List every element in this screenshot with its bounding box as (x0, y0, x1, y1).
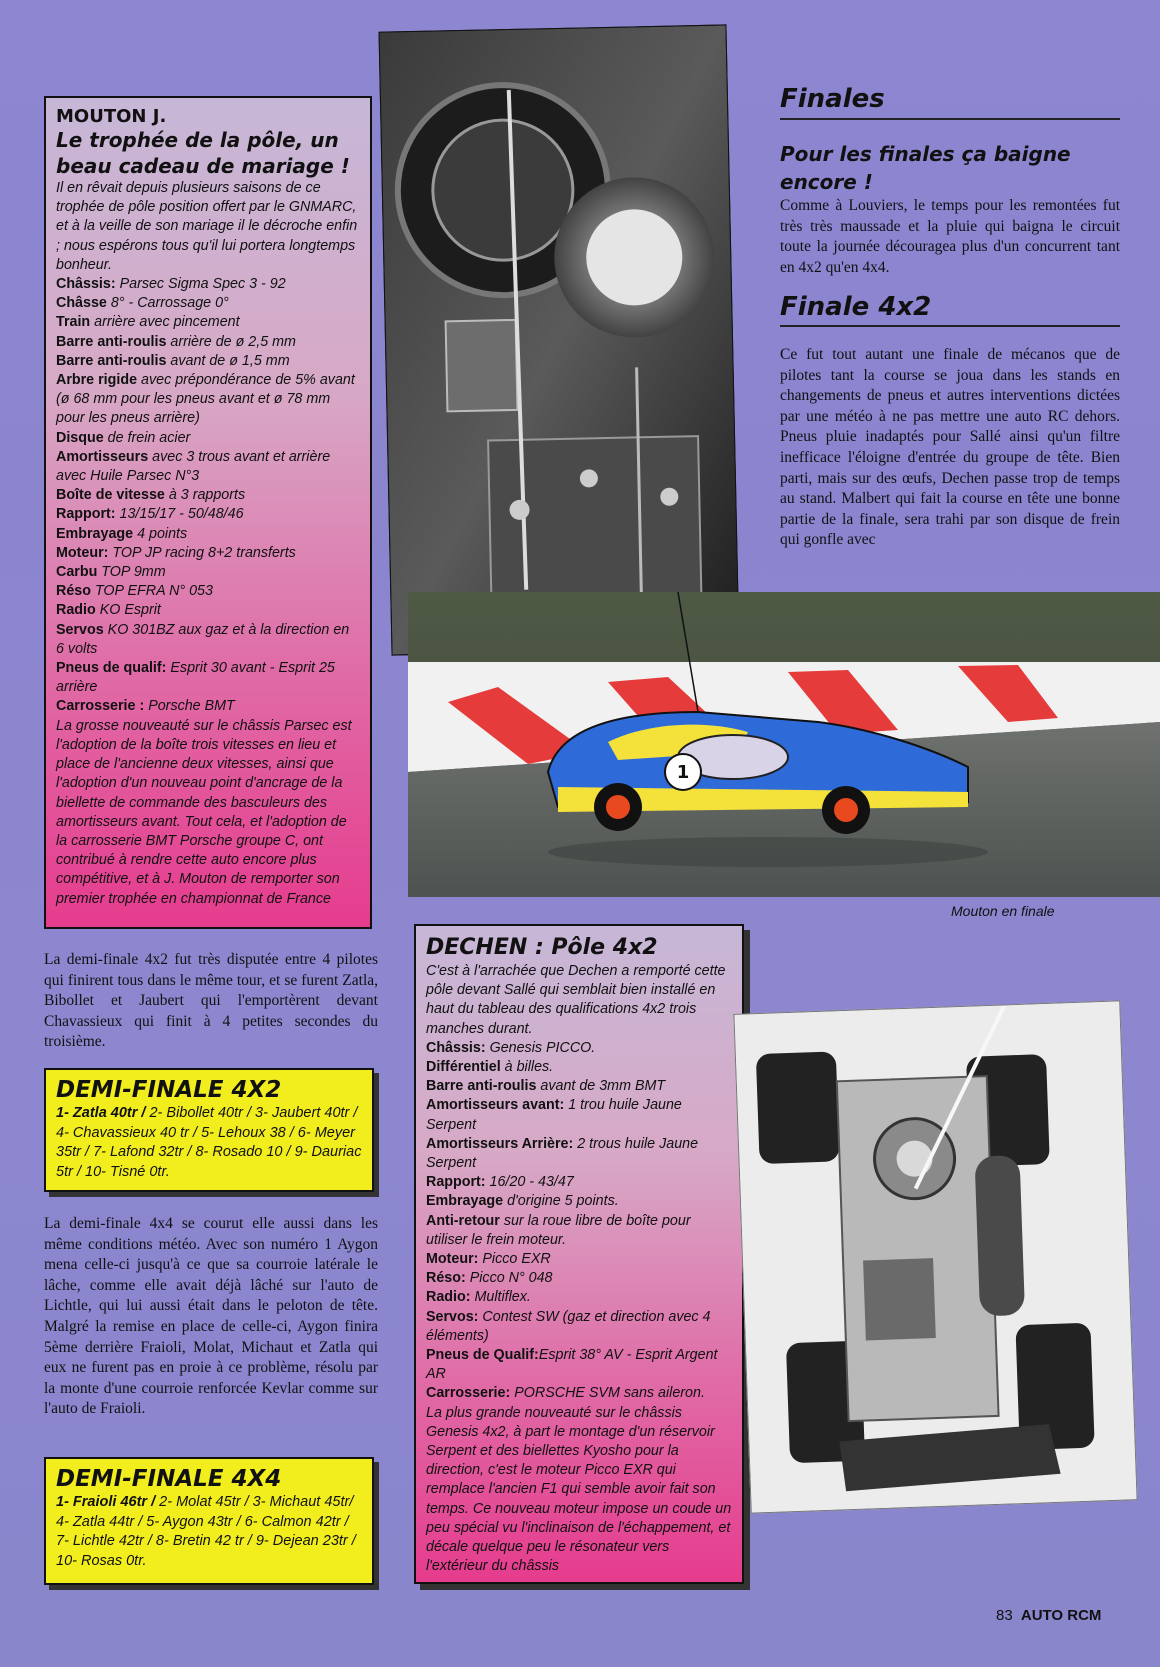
demi-4x2-results-box (44, 1068, 374, 1192)
engine-photo-svg (380, 25, 739, 654)
mouton-spec-box (44, 96, 372, 929)
mouton-spec-row (56, 352, 360, 371)
dechen-spec-row (426, 1308, 732, 1346)
race-car-photo (408, 592, 1160, 897)
dechen-spec-value: avant de 3mm BMT (536, 1078, 666, 1095)
demi-4x4-winner: 1- Fraioli 46tr / (56, 1494, 156, 1510)
page-number: 83 (996, 1607, 1013, 1624)
mouton-spec-row (56, 486, 360, 505)
mouton-spec-label: Moteur: (56, 544, 109, 561)
dechen-spec-label: Embrayage (426, 1193, 504, 1210)
dechen-spec-value: Picco EXR (478, 1251, 551, 1268)
dechen-spec-value: 1 trou huile Jaune Serpent (426, 1097, 682, 1133)
dechen-spec-row (426, 1269, 732, 1288)
dechen-spec-value: sur la roue libre de boîte pour utiliser le frein moteur. (426, 1212, 691, 1248)
dechen-spec-value: Genesis PICCO. (485, 1039, 596, 1056)
demi-4x4-results (56, 1493, 362, 1571)
mouton-name: MOUTON J. (56, 106, 167, 127)
mouton-spec-value: avant de ø 1,5 mm (166, 352, 290, 369)
race-car-photo-svg (408, 592, 1160, 897)
demi-4x4-results-box (44, 1457, 374, 1585)
mouton-spec-value: 4 points (133, 525, 188, 542)
mouton-spec-value: TOP 9mm (97, 564, 166, 581)
dechen-spec-row (426, 1039, 732, 1058)
dechen-spec-value: à billes. (500, 1059, 554, 1076)
mouton-spec-value: avec prépondérance de 5% avant (ø 68 mm pour les pneus avant et ø 78 mm pour les pneus arrière) (56, 372, 355, 427)
dechen-spec-row (426, 1288, 732, 1307)
mouton-spec-value: Porsche BMT (144, 698, 235, 715)
dechen-spec-label: Anti-retour (426, 1212, 500, 1229)
finale-4x2-rule (780, 325, 1120, 327)
dechen-spec-row (426, 1173, 732, 1192)
mouton-spec-row (56, 448, 360, 486)
mouton-spec-label: Pneus de qualif: (56, 660, 167, 677)
finales-rule (780, 118, 1120, 120)
mouton-spec-value: Esprit 30 avant - Esprit 25 arrière (56, 660, 335, 696)
demi-4x4-text: La demi-finale 4x4 se courut elle aussi dans les même conditions météo. Avec son numéro 1 Aygon mena celle-ci jusqu'à ce que sa courroie latérale le lâche, comme elle avait déjà lâché sur l'auto de Lichtle, qui lui aussi était dans le peloton de tête. Malgré la remise en place de celle-ci, Aygon finira 5ème derrière Fraioli, Molat, Michaut et Zatla qui eux ne furent pas en proie à ce problème, résolu par la monte d'une courroie renforcée Kevlar comme sur l'auto de Fraioli. (44, 1215, 378, 1418)
mouton-spec-row (56, 429, 360, 448)
demi-4x2-winner: 1- Zatla 40tr / (56, 1105, 146, 1121)
dechen-spec-value: Esprit 38° AV - Esprit Argent AR (426, 1347, 718, 1383)
mouton-spec-label: Disque (56, 429, 104, 446)
dechen-title: DECHEN : Pôle 4x2 (426, 935, 658, 960)
dechen-spec-row (426, 1058, 732, 1077)
mouton-spec-label: Carrosserie : (56, 698, 145, 715)
mouton-spec-row (56, 563, 360, 582)
dechen-spec-value: Contest SW (gaz et direction avec 4 éléments) (426, 1308, 711, 1344)
dechen-spec-label: Différentiel (426, 1059, 501, 1076)
mouton-spec-label: Embrayage (56, 525, 134, 542)
mouton-spec-label: Barre anti-roulis (56, 333, 167, 350)
dechen-spec-label: Amortisseurs Arrière: (426, 1135, 574, 1152)
mouton-spec-label: Carbu (56, 564, 98, 581)
finale-4x2-section (780, 292, 1120, 551)
mouton-spec-label: Châsse (56, 295, 107, 312)
dechen-spec-row (426, 1077, 732, 1096)
mouton-spec-label: Barre anti-roulis (56, 352, 167, 369)
mouton-spec-row (56, 697, 360, 716)
mouton-spec-label: Train (56, 314, 91, 331)
mouton-spec-list (56, 275, 360, 717)
dechen-spec-label: Rapport: (426, 1174, 486, 1191)
mouton-spec-label: Servos (56, 621, 104, 638)
demi-4x2-title: DEMI-FINALE 4X2 (56, 1077, 282, 1103)
magazine-name: AUTO RCM (1020, 1607, 1102, 1624)
mouton-spec-value: TOP JP racing 8+2 transferts (108, 544, 296, 561)
page-footer (996, 1607, 1101, 1624)
demi-4x2-rest: 2- Bibollet 40tr / 3- Jaubert 40tr / 4- Chavassieux 40 tr / 5- Lehoux 38 / 6- Meyer 35tr / 7- Lafond 32tr / 8- Rosado 10 / 9- Dauriac 5tr / 10- Tisné 0tr. (56, 1105, 362, 1180)
demi-4x2-text: La demi-finale 4x2 fut très disputée entre 4 pilotes qui finirent tous dans le même tour, et se furent Zatla, Bibollet et Jaubert qui l'emportèrent devant Chavassieux qui finit à 4 petites secondes du troisième. (44, 951, 378, 1051)
dechen-spec-value: 16/20 - 43/47 (485, 1174, 574, 1191)
mouton-spec-row (56, 601, 360, 620)
mouton-spec-row (56, 333, 360, 352)
photo-caption: Mouton en finale (951, 903, 1055, 919)
finales-subtitle: Pour les finales ça baigne encore ! (780, 142, 1071, 194)
dechen-spec-row (426, 1212, 732, 1250)
mouton-spec-value: avec 3 trous avant et arrière avec Huile Parsec N°3 (56, 448, 331, 485)
mouton-spec-row (56, 659, 360, 697)
finale-4x2-text: Ce fut tout autant une finale de mécanos que de pilotes tant la course se joua dans les stands en changements de pneus et autres interventions dictées par une météo à ne pas mettre une auto RC dehors. Pneus pluie inadaptés pour Sallé ainsi qu'un filtre inefficace l'éloigne d'entrée du groupe de tête. Bien parti, mais sur des œufs, Dechen passe trop de temps au stand. Malbert qui fait la course en tête une bonne partie de la finale, sera trahi par son disque de frein qui gonfle avec (780, 346, 1120, 549)
dechen-spec-value: 2 trous huile Jaune Serpent (426, 1135, 699, 1172)
mouton-subtitle: Le trophée de la pôle, un beau cadeau de mariage ! (56, 128, 350, 178)
dechen-spec-label: Barre anti-roulis (426, 1078, 537, 1095)
car-number: 1 (676, 762, 690, 783)
dechen-spec-row (426, 1384, 732, 1403)
dechen-spec-value: Multiflex. (470, 1289, 531, 1306)
dechen-spec-label: Servos: (426, 1308, 479, 1325)
mouton-spec-label: Rapport: (56, 506, 116, 523)
mouton-spec-label: Arbre rigide (56, 372, 138, 389)
finales-title: Finales (780, 84, 885, 114)
dechen-spec-list (426, 1039, 732, 1404)
mouton-spec-row (56, 294, 360, 313)
dechen-spec-label: Réso: (426, 1270, 466, 1287)
mouton-spec-value: KO 301BZ aux gaz et à la direction en 6 volts (56, 621, 350, 657)
finales-text: Comme à Louviers, le temps pour les remontées fut très très maussade et la pluie qui baigna le circuit toute la journée découragea plus d'un concurrent tant en 4x2 qu'en 4x4. (780, 197, 1120, 276)
mouton-spec-value: de frein acier (103, 429, 191, 446)
dechen-closing: La plus grande nouveauté sur le châssis Genesis 4x2, à part le montage d'un réservoir Serpent et des biellettes Kyosho pour la direction, c'est le moteur Picco EXR qui remplace l'ancien F1 qui semble avoir fait son temps. Ce nouveau moteur impose un coude un peu spécial vu l'inclinaison de l'échappement, et décale quelque peu le résonateur vers l'extérieur du châssis (426, 1404, 732, 1575)
mouton-spec-row (56, 544, 360, 563)
mouton-spec-value: Parsec Sigma Spec 3 - 92 (115, 276, 286, 293)
dechen-spec-row (426, 1192, 732, 1211)
engine-photo (379, 24, 740, 655)
mouton-spec-row (56, 275, 360, 294)
dechen-spec-row (426, 1096, 732, 1134)
mouton-spec-row (56, 505, 360, 524)
dechen-spec-label: Amortisseurs avant: (426, 1097, 565, 1114)
demi-4x2-results (56, 1104, 362, 1182)
mouton-spec-value: 13/15/17 - 50/48/46 (115, 506, 244, 523)
dechen-spec-row (426, 1250, 732, 1269)
mouton-spec-label: Amortisseurs (56, 448, 149, 465)
mouton-spec-value: TOP EFRA N° 053 (90, 583, 213, 600)
finale-4x2-title: Finale 4x2 (780, 292, 932, 322)
dechen-spec-row (426, 1135, 732, 1173)
mouton-spec-row (56, 525, 360, 544)
dechen-spec-label: Moteur: (426, 1251, 479, 1268)
finales-section (780, 84, 1120, 278)
mouton-spec-label: Réso (56, 583, 91, 600)
dechen-spec-label: Radio: (426, 1289, 471, 1306)
dechen-spec-value: d'origine 5 points. (503, 1193, 619, 1210)
dechen-spec-label: Carrosserie: (426, 1385, 511, 1402)
mouton-spec-value: arrière avec pincement (90, 314, 240, 331)
mouton-spec-row (56, 313, 360, 332)
mouton-spec-row (56, 582, 360, 601)
mouton-spec-label: Boîte de vitesse (56, 487, 165, 504)
mouton-spec-value: 8° - Carrossage 0° (106, 295, 229, 312)
chassis-photo-svg (734, 1001, 1136, 1512)
dechen-spec-label: Châssis: (426, 1039, 486, 1056)
dechen-spec-label: Pneus de Qualif: (426, 1347, 539, 1364)
demi-4x4-title: DEMI-FINALE 4X4 (56, 1466, 282, 1492)
dechen-spec-value: PORSCHE SVM sans aileron. (510, 1385, 705, 1402)
chassis-photo (733, 1000, 1137, 1513)
dechen-spec-row (426, 1346, 732, 1384)
dechen-spec-value: Picco N° 048 (465, 1270, 553, 1287)
mouton-spec-value: à 3 rapports (164, 487, 246, 504)
mouton-spec-row (56, 371, 360, 429)
mouton-spec-label: Châssis: (56, 276, 116, 293)
mouton-closing: La grosse nouveauté sur le châssis Parsec est l'adoption de la boîte trois vitesses en lieu et place de l'ancienne deux vitesses, ainsi que l'adoption d'un nouveau point d'ancrage de la biellette de commande des basculeurs des amortisseurs avant. Tout cela, et l'adoption de la carrosserie BMT Porsche groupe C, ont contribué à rendre cette auto encore plus compétitive, et à J. Mouton de remporter son premier trophée en championnat de France (56, 717, 352, 907)
dechen-intro: C'est à l'arrachée que Dechen a remporté cette pôle devant Sallé qui semblait bien installé en haut du tableau des qualifications 4x2 trois manches durant. (426, 963, 726, 1037)
mouton-spec-value: KO Esprit (95, 602, 161, 619)
mouton-spec-label: Radio (56, 602, 96, 619)
demi-4x4-rest: 2- Molat 45tr / 3- Michaut 45tr/ 4- Zatla 44tr / 5- Aygon 43tr / 6- Calmon 42tr / 7- Lichtle 42tr / 8- Bretin 42 tr / 9- Dejean 23tr / 10- Rosas 0tr. (56, 1494, 356, 1569)
dechen-spec-box (414, 924, 744, 1584)
mouton-intro: Il en rêvait depuis plusieurs saisons de ce trophée de pôle position offert par le GNMARC, et à la veille de son mariage il le décroche enfin ; nous espérons tous qu'il lui portera longtemps bonheur. (56, 180, 358, 273)
mouton-spec-value: arrière de ø 2,5 mm (166, 333, 296, 350)
mouton-spec-row (56, 621, 360, 659)
